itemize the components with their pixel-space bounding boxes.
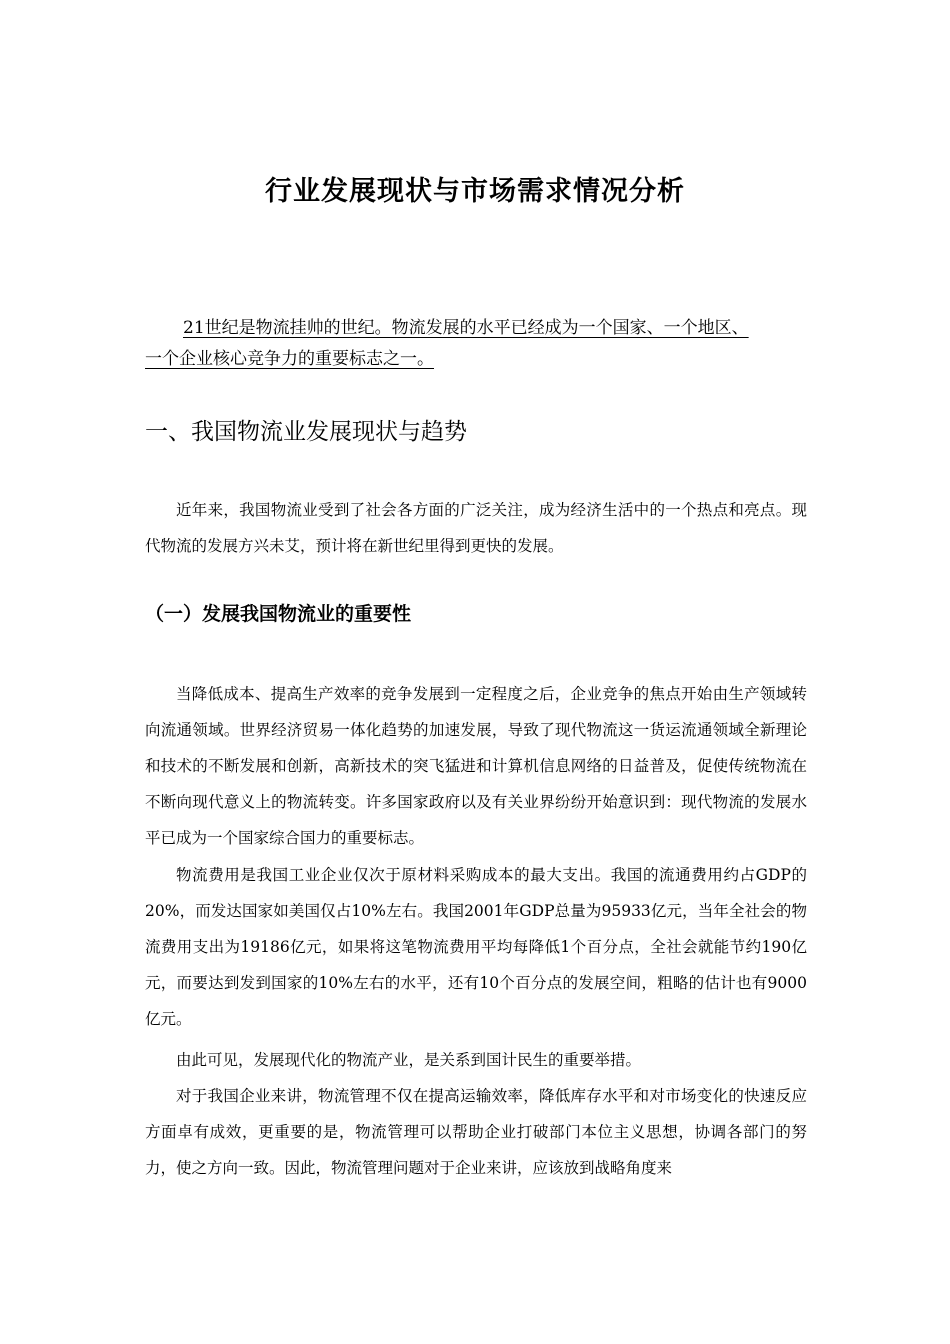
body-paragraph-importance: 当降低成本、提高生产效率的竞争发展到一定程度之后，企业竞争的焦点开始由生产领域转向流通领域。世界经济贸易一体化趋势的加速发展，导致了现代物流这一货运流通领域全新理论和技术的不断发展和创新，高新技术的突飞猛进和计算机信息网络的日益普及，促使传统物流在不断向现代意义上的物流转变。许多国家政府以及有关业界纷纷开始意识到：现代物流的发展水平已成为一个国家综合国力的重要标志。	[145, 685, 807, 847]
body-paragraph-conclusion: 由此可见，发展现代化的物流产业，是关系到国计民生的重要举措。	[176, 1051, 642, 1069]
body-paragraph-logistics-cost: 物流费用是我国工业企业仅次于原材料采购成本的最大支出。我国的流通费用约占GDP的20%，而发达国家如美国仅占10%左右。我国2001年GDP总量为95933亿元，当年全社会的物流费用支出为19186亿元，如果将这笔物流费用平均每降低1个百分点，全社会就能节约190亿元，而要达到发到国家的10%左右的水平，还有10个百分点的发展空间，粗略的估计也有9000亿元。	[145, 866, 807, 1028]
section-heading-1: 一、我国物流业发展现状与趋势	[145, 419, 467, 445]
body-paragraph-enterprise: 对于我国企业来讲，物流管理不仅在提高运输效率，降低库存水平和对市场变化的快速反应方面卓有成效，更重要的是，物流管理可以帮助企业打破部门本位主义思想，协调各部门的努力，使之方向一致。因此，物流管理问题对于企业来讲，应该放到战略角度来	[145, 1087, 807, 1177]
document-title: 行业发展现状与市场需求情况分析	[265, 176, 685, 207]
intro-line-2-wrap	[145, 344, 845, 375]
subsection-heading-1: （一）发展我国物流业的重要性	[145, 603, 412, 625]
intro-line-2: 一个企业核心竞争力的重要标志之一。	[145, 349, 434, 369]
intro-line-1-wrap	[145, 313, 845, 344]
intro-paragraph	[145, 313, 845, 375]
section-1-paragraph: 近年来，我国物流业受到了社会各方面的广泛关注，成为经济生活中的一个热点和亮点。现代物流的发展方兴未艾，预计将在新世纪里得到更快的发展。	[145, 501, 807, 555]
intro-line-1: 21世纪是物流挂帅的世纪。物流发展的水平已经成为一个国家、一个地区、	[183, 318, 749, 338]
